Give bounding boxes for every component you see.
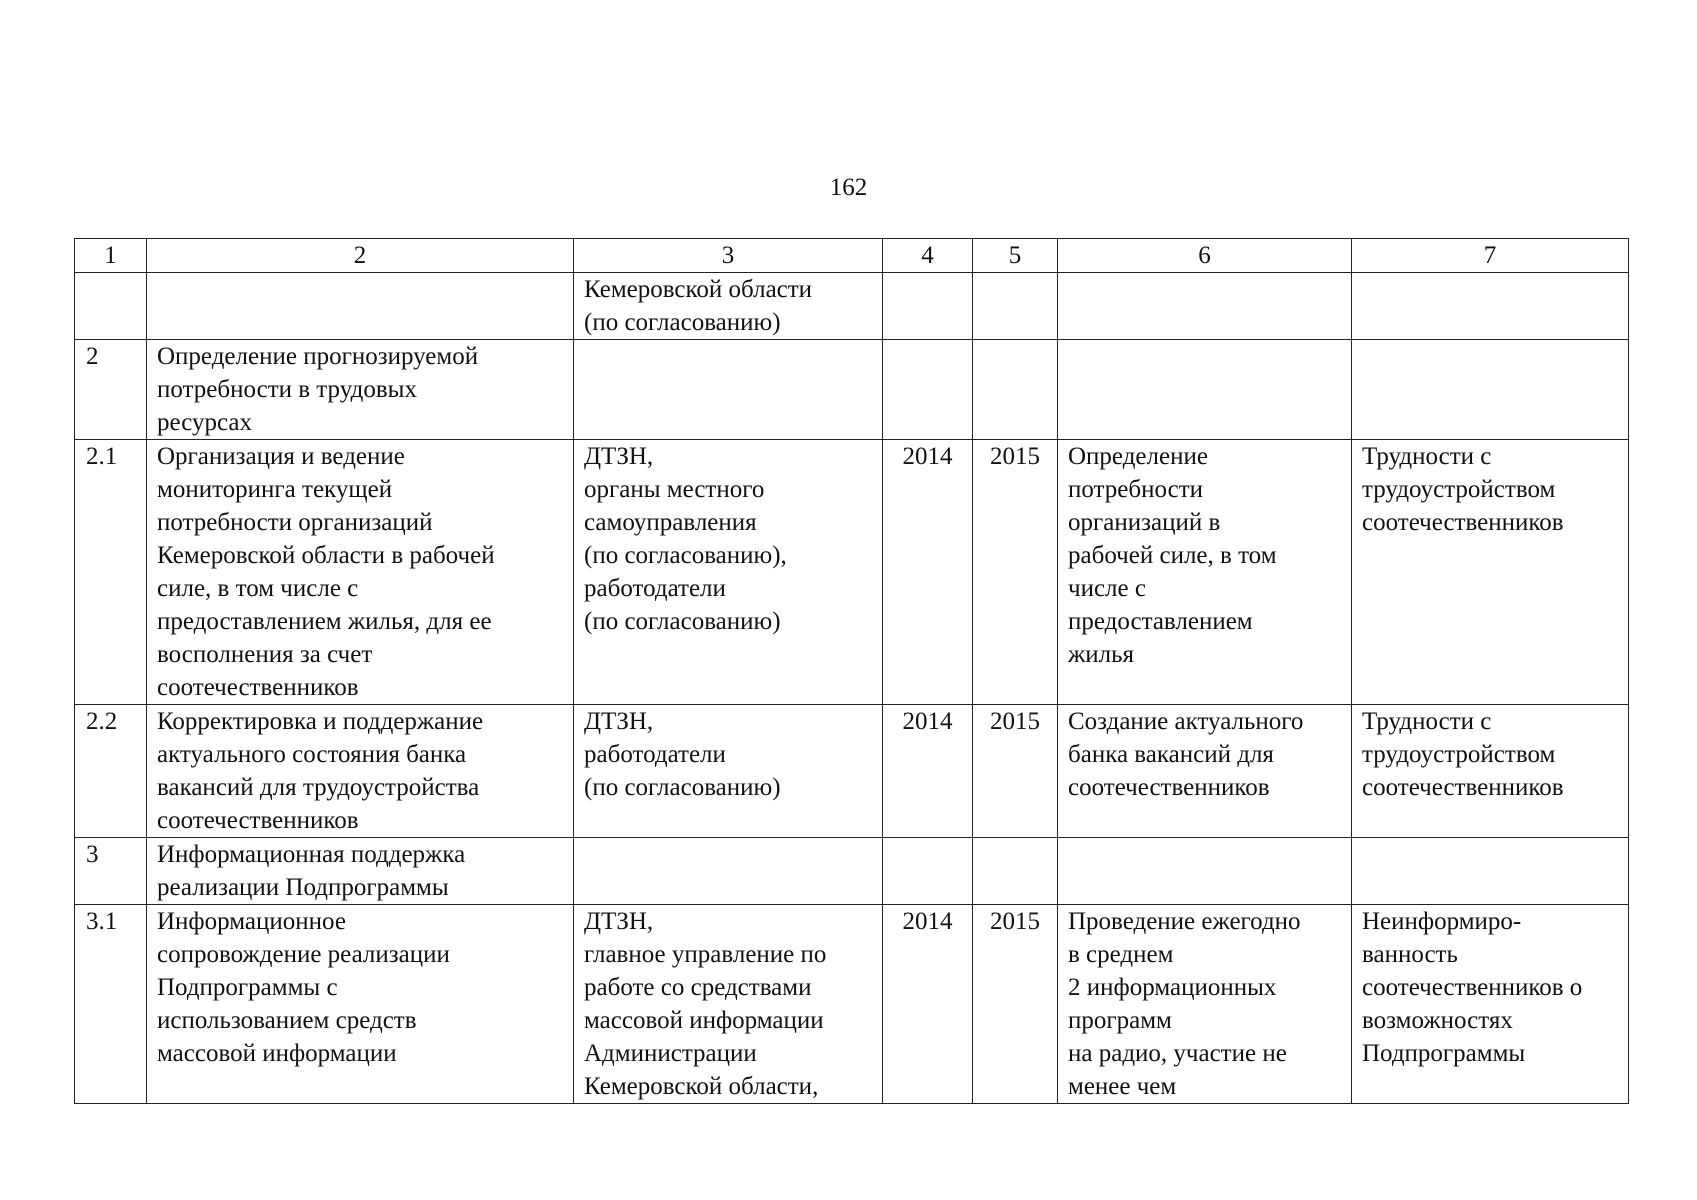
expected-result [1058,838,1352,905]
column-header-2: 2 [147,239,574,273]
end-year [973,838,1058,905]
row-number: 3.1 [75,905,147,1104]
risks [1352,838,1629,905]
column-header-1: 1 [75,239,147,273]
start-year: 2014 [883,440,973,705]
table-row [75,838,1629,905]
column-header-6: 6 [1058,239,1352,273]
column-header-7: 7 [1352,239,1629,273]
risks [1352,340,1629,440]
start-year [883,838,973,905]
measure-name: Информационная поддержка реализации Подпрограммы [147,838,574,905]
measure-name: Информационное сопровождение реализации Подпрограммы с использованием средств массовой информации [147,905,574,1104]
end-year [973,273,1058,340]
executors [574,838,883,905]
expected-result: Создание актуального банка вакансий для соотечественников [1058,705,1352,838]
executors: ДТЗН, главное управление по работе со средствами массовой информации Администрации Кемеровской области, [574,905,883,1104]
executors: ДТЗН, работодатели (по согласованию) [574,705,883,838]
risks [1352,273,1629,340]
table-header-row [75,239,1629,273]
executors: ДТЗН, органы местного самоуправления (по согласованию), работодатели (по согласованию) [574,440,883,705]
row-number: 2.2 [75,705,147,838]
measure-name: Организация и ведение мониторинга текущей потребности организаций Кемеровской области в рабочей силе, в том числе с предоставлением жилья, для ее восполнения за счет соотечественников [147,440,574,705]
measure-name: Корректировка и поддержание актуального состояния банка вакансий для трудоустройства соотечественников [147,705,574,838]
executors: Кемеровской области (по согласованию) [574,273,883,340]
end-year: 2015 [973,440,1058,705]
risks: Трудности с трудоустройством соотечественников [1352,705,1629,838]
executors [574,340,883,440]
expected-result [1058,273,1352,340]
table-row [75,905,1629,1104]
measure-name [147,273,574,340]
column-header-5: 5 [973,239,1058,273]
expected-result [1058,340,1352,440]
start-year: 2014 [883,705,973,838]
risks: Неинформиро- ванность соотечественников о возможностях Подпрограммы [1352,905,1629,1104]
end-year: 2015 [973,705,1058,838]
table-row [75,340,1629,440]
measure-name: Определение прогнозируемой потребности в трудовых ресурсах [147,340,574,440]
table-row [75,440,1629,705]
end-year: 2015 [973,905,1058,1104]
page-number: 162 [829,174,868,201]
row-number [75,273,147,340]
start-year [883,273,973,340]
row-number: 2 [75,340,147,440]
expected-result: Проведение ежегодно в среднем 2 информационных программ на радио, участие не менее чем [1058,905,1352,1104]
start-year [883,340,973,440]
table-row [75,273,1629,340]
measures-table [74,238,1629,1104]
column-header-4: 4 [883,239,973,273]
start-year: 2014 [883,905,973,1104]
table-row [75,705,1629,838]
row-number: 3 [75,838,147,905]
row-number: 2.1 [75,440,147,705]
end-year [973,340,1058,440]
risks: Трудности с трудоустройством соотечественников [1352,440,1629,705]
expected-result: Определение потребности организаций в рабочей силе, в том числе с предоставлением жилья [1058,440,1352,705]
column-header-3: 3 [574,239,883,273]
